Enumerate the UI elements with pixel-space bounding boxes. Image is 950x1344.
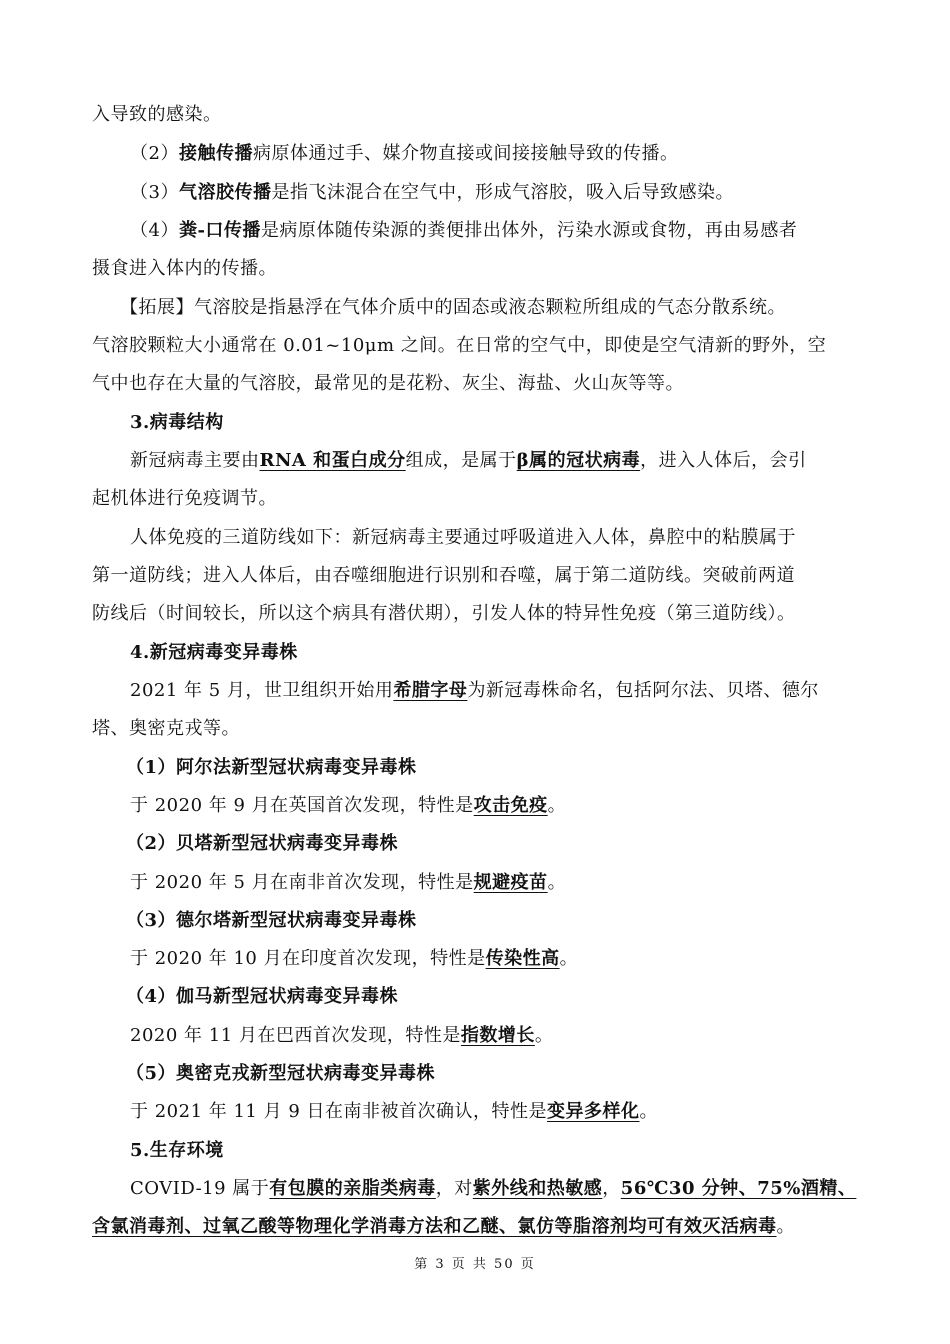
paragraph-line: 防线后（时间较长，所以这个病具有潜伏期），引发人体的特异性免疫（第三道防线）。 [92,603,796,624]
section-heading: 4.新冠病毒变异毒株 [130,642,298,663]
paragraph-line: 第一道防线；进入人体后，由吞噬细胞进行识别和吞噬，属于第二道防线。突破前两道 [92,565,795,586]
variant-trait: 规避疫苗 [473,872,548,893]
variants-paragraph: 2021 年 5 月，世卫组织开始用希腊字母为新冠毒株命名，包括阿尔法、贝塔、德尔 [130,680,819,701]
variant-trait: 变异多样化 [547,1101,640,1122]
term-bold: 接触传播 [178,143,253,164]
variant-desc: 于 2020 年 9 月在英国首次发现，特性是攻击免疫。 [130,795,567,816]
extension-note: 气溶胶颗粒大小通常在 0.01~10μm 之间。在日常的空气中，即使是空气清新的野外，空 [92,335,827,356]
section-heading: 3.病毒结构 [130,412,224,433]
term-bold: 气溶胶传播 [178,182,272,203]
variant-title: （5）奥密克戎新型冠状病毒变异毒株 [126,1063,436,1084]
fecal-oral-transmission: （4）粪-口传播是病原体随传染源的粪便排出体外，污染水源或食物，再由易感者 [130,220,798,241]
paragraph-line: 摄食进入体内的传播。 [92,258,277,279]
key-term-underlined: 含氯消毒剂、过氧乙酸等物理化学消毒方法和乙醚、氯仿等脂溶剂均可有效灭活病毒 [92,1216,777,1237]
environment-paragraph: COVID-19 属于有包膜的亲脂类病毒，对紫外线和热敏感，56℃30 分钟、75%酒精、 [130,1178,857,1199]
key-term-underlined: 有包膜的亲脂类病毒 [269,1178,436,1199]
variant-title: （4）伽马新型冠状病毒变异毒株 [126,986,399,1007]
variant-desc: 2020 年 11 月在巴西首次发现，特性是指数增长。 [130,1025,554,1046]
paragraph-line: 含氯消毒剂、过氧乙酸等物理化学消毒方法和乙醚、氯仿等脂溶剂均可有效灭活病毒。 [92,1216,795,1237]
extension-note: 气中也存在大量的气溶胶，最常见的是花粉、灰尘、海盐、火山灰等等。 [92,373,684,394]
variant-desc: 于 2020 年 5 月在南非首次发现，特性是规避疫苗。 [130,872,567,893]
immunity-paragraph: 人体免疫的三道防线如下：新冠病毒主要通过呼吸道进入人体，鼻腔中的粘膜属于 [130,527,796,548]
virus-structure-paragraph: 新冠病毒主要由RNA 和蛋白成分组成，是属于β属的冠状病毒，进入人体后，会引 [130,450,807,471]
variant-trait: 传染性高 [485,948,560,969]
extension-note: 【拓展】气溶胶是指悬浮在气体介质中的固态或液态颗粒所组成的气态分散系统。 [120,297,786,318]
variant-trait: 指数增长 [460,1025,535,1046]
contact-transmission: （2）接触传播病原体通过手、媒介物直接或间接接触导致的传播。 [130,143,679,164]
key-term-underlined: RNA 和蛋白成分 [259,450,406,471]
aerosol-transmission: （3）气溶胶传播是指飞沫混合在空气中，形成气溶胶，吸入后导致感染。 [130,182,734,203]
key-term-underlined: 紫外线和热敏感 [472,1178,603,1199]
key-term-underlined: 56℃30 分钟、75%酒精、 [620,1178,857,1199]
section-heading: 5.生存环境 [130,1140,224,1161]
paragraph-line: 塔、奥密克戎等。 [92,718,240,739]
key-term-underlined: 希腊字母 [393,680,468,701]
page-number-footer: 第 3 页 共 50 页 [414,1257,536,1272]
key-term-underlined: β属的冠状病毒 [516,450,641,471]
variant-trait: 攻击免疫 [473,795,548,816]
variant-title: （3）德尔塔新型冠状病毒变异毒株 [126,910,417,931]
variant-title: （1）阿尔法新型冠状病毒变异毒株 [126,757,417,778]
variant-desc: 于 2021 年 11 月 9 日在南非被首次确认，特性是变异多样化。 [130,1101,658,1122]
paragraph-line: 起机体进行免疫调节。 [92,488,277,509]
variant-desc: 于 2020 年 10 月在印度首次发现，特性是传染性高。 [130,948,579,969]
term-bold: 粪-口传播 [178,220,261,241]
paragraph-line: 入导致的感染。 [92,104,222,125]
variant-title: （2）贝塔新型冠状病毒变异毒株 [126,833,399,854]
